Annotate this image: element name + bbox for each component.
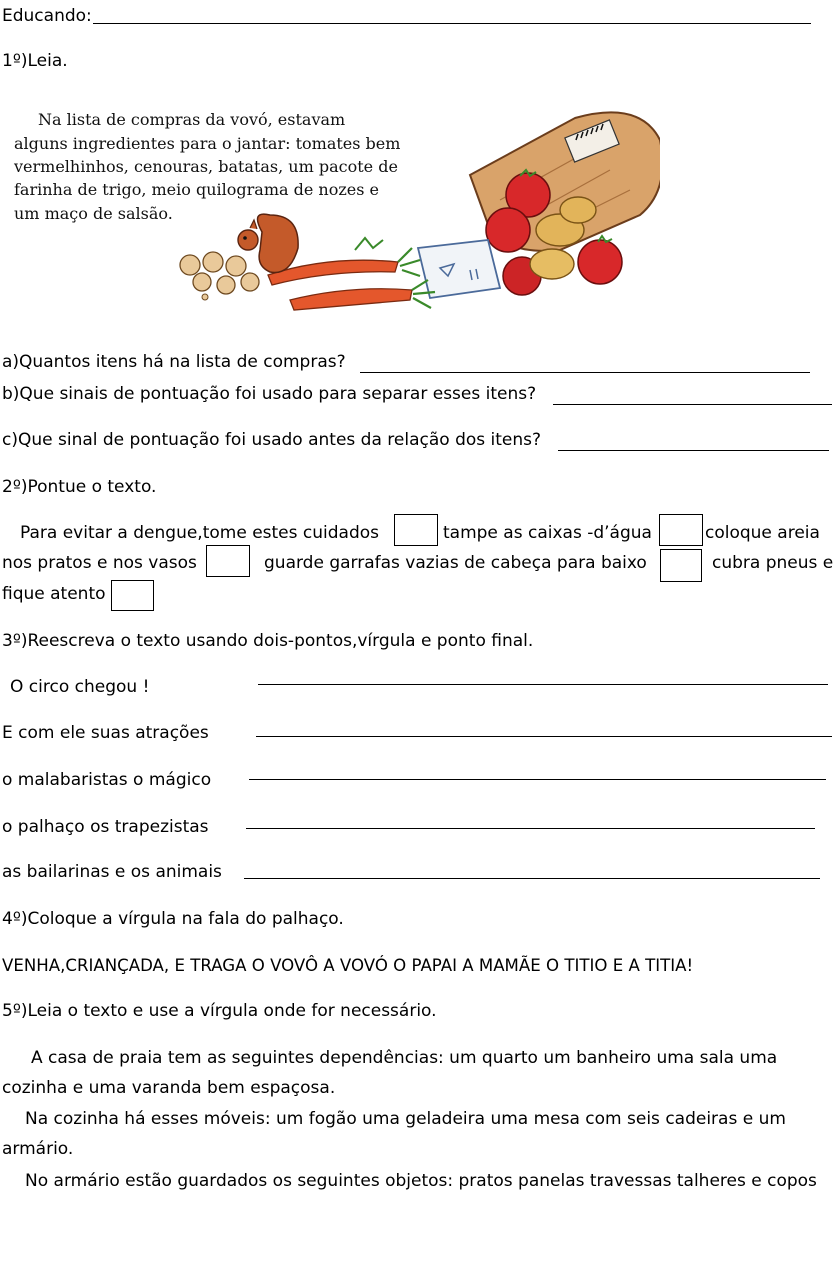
q1-answer-b-field[interactable] xyxy=(553,384,832,405)
q3-line-5: as bailarinas e os animais xyxy=(2,862,222,882)
student-label: Educando: xyxy=(2,6,92,26)
q3-line-4: o palhaço os trapezistas xyxy=(2,817,209,837)
q3-answer-2-field[interactable] xyxy=(256,734,832,737)
q2-text-1b: tampe as caixas -d’água xyxy=(443,523,652,543)
q2-text-1c: coloque areia xyxy=(705,523,820,543)
q3-answer-4-field[interactable] xyxy=(246,826,815,829)
reading-line-1: Na lista de compras da vovó, estavam xyxy=(38,110,346,129)
q5-paragraph-1b: cozinha e uma varanda bem espaçosa. xyxy=(2,1078,336,1098)
q3-answer-5-field[interactable] xyxy=(244,876,820,879)
q5-paragraph-1a: A casa de praia tem as seguintes dependências: um quarto um banheiro uma sala uma xyxy=(31,1048,778,1068)
q2-text-3a: fique atento xyxy=(2,584,106,604)
q2-text-1a: Para evitar a dengue,tome estes cuidados xyxy=(20,523,380,543)
q5-paragraph-3: No armário estão guardados os seguintes objetos: pratos panelas travessas talheres e copos xyxy=(25,1171,817,1191)
q3-title: 3º)Reescreva o texto usando dois-pontos,vírgula e ponto final. xyxy=(2,631,534,651)
q1-answer-c-field[interactable] xyxy=(558,430,829,451)
reading-line-4: farinha de trigo, meio quilograma de nozes e xyxy=(14,180,380,199)
q3-line-3: o malabaristas o mágico xyxy=(2,770,212,790)
punctuation-box-5[interactable] xyxy=(111,580,154,611)
punctuation-box-2[interactable] xyxy=(659,514,703,546)
q5-paragraph-2a: Na cozinha há esses móveis: um fogão uma geladeira uma mesa com seis cadeiras e um xyxy=(25,1109,786,1129)
q1-question-a: a)Quantos itens há na lista de compras? xyxy=(2,352,346,372)
q1-question-c: c)Que sinal de pontuação foi usado antes da relação dos itens? xyxy=(2,430,542,450)
q5-title: 5º)Leia o texto e use a vírgula onde for necessário. xyxy=(2,1001,437,1021)
punctuation-box-4[interactable] xyxy=(660,549,702,582)
q3-answer-1-field[interactable] xyxy=(258,682,828,685)
q5-paragraph-2b: armário. xyxy=(2,1139,74,1159)
q2-text-2c: cubra pneus e xyxy=(712,553,834,573)
q2-text-2b: guarde garrafas vazias de cabeça para baixo xyxy=(264,553,647,573)
q1-title: 1º)Leia. xyxy=(2,51,68,71)
student-name-field[interactable] xyxy=(93,3,811,24)
q4-speech: VENHA,CRIANÇADA, E TRAGA O VOVÔ A VOVÓ O PAPAI A MAMÃE O TITIO E A TITIA! xyxy=(2,956,694,975)
punctuation-box-3[interactable] xyxy=(206,545,250,577)
q3-line-2: E com ele suas atrações xyxy=(2,723,209,743)
reading-line-5: um maço de salsão. xyxy=(14,204,173,223)
q3-answer-3-field[interactable] xyxy=(249,777,826,780)
reading-line-2: alguns ingredientes para o jantar: tomates bem xyxy=(14,134,401,153)
reading-line-3: vermelhinhos, cenouras, batatas, um pacote de xyxy=(14,157,398,176)
q2-title: 2º)Pontue o texto. xyxy=(2,477,157,497)
groceries-illustration xyxy=(160,108,660,338)
q1-question-b: b)Que sinais de pontuação foi usado para separar esses itens? xyxy=(2,384,537,404)
q4-title: 4º)Coloque a vírgula na fala do palhaço. xyxy=(2,909,344,929)
q3-line-1: O circo chegou ! xyxy=(10,677,150,697)
q1-answer-a-field[interactable] xyxy=(360,352,810,373)
q2-text-2a: nos pratos e nos vasos xyxy=(2,553,197,573)
punctuation-box-1[interactable] xyxy=(394,514,438,546)
